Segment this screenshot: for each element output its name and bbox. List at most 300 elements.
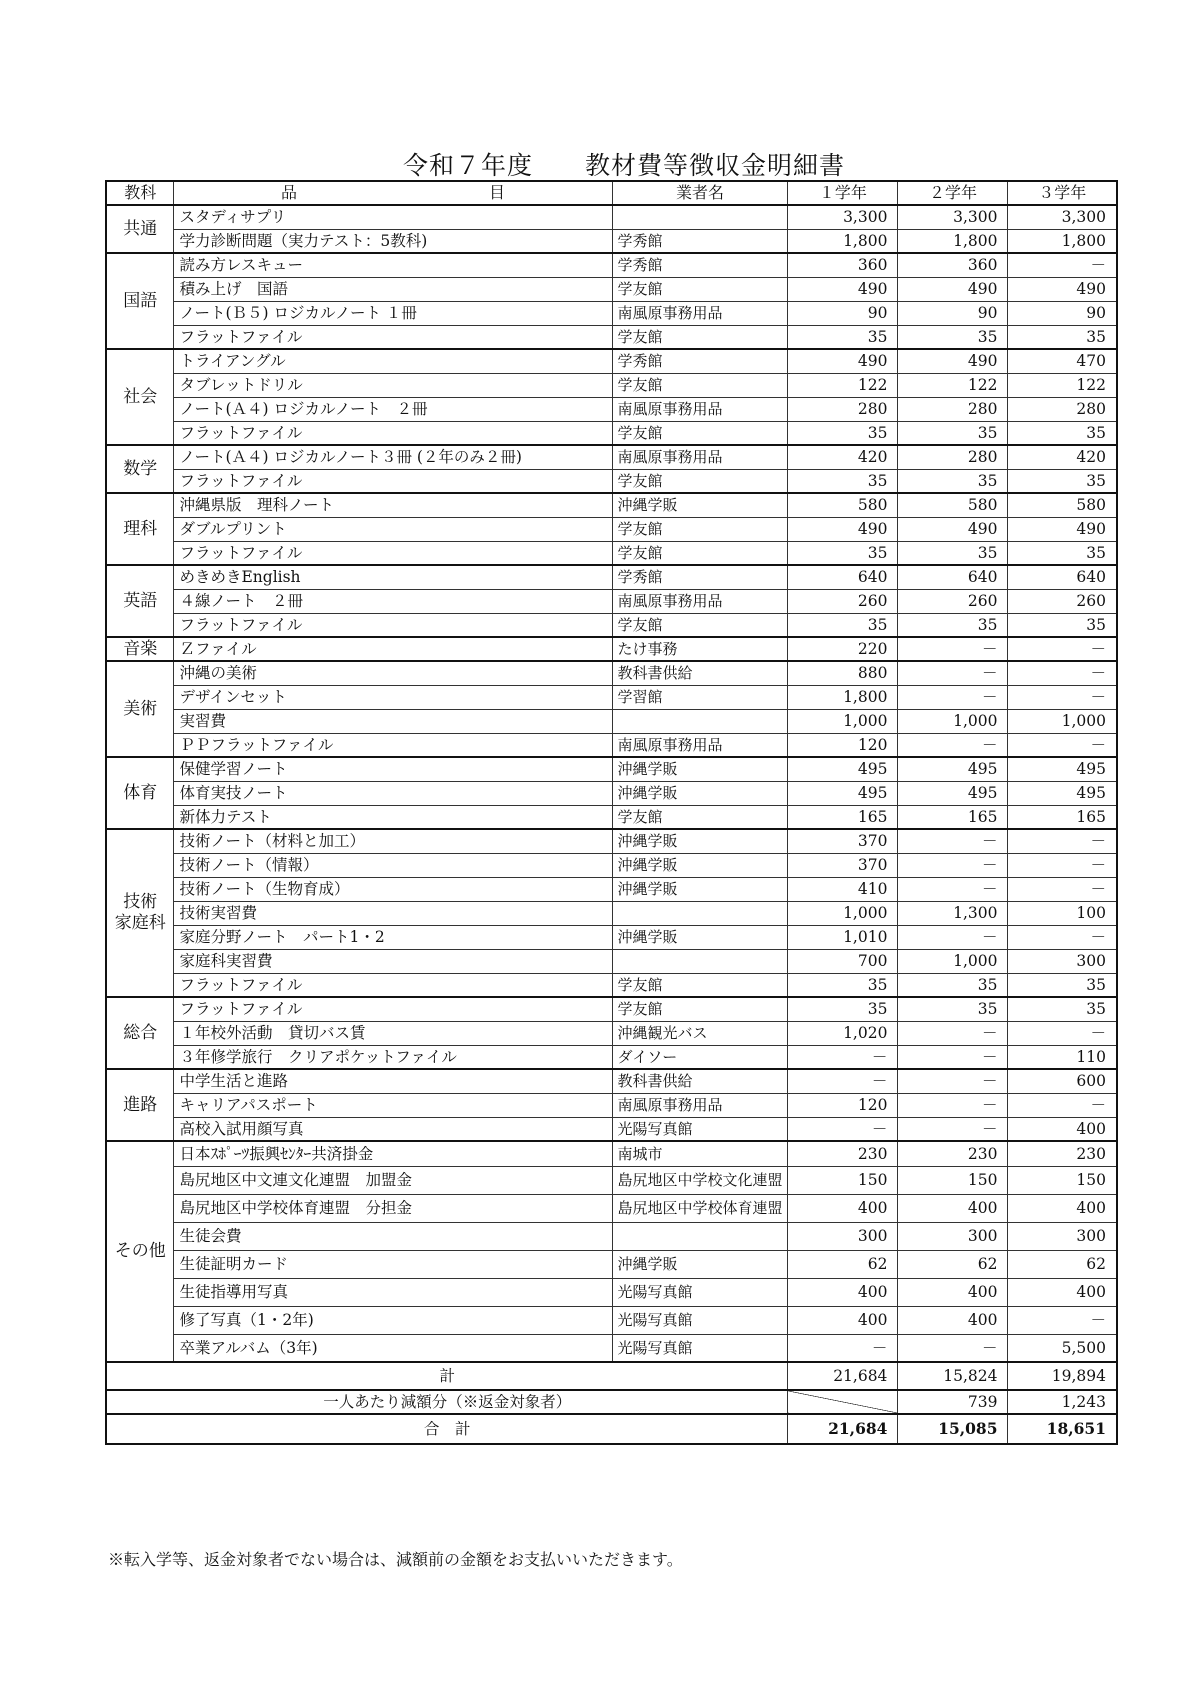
amount-cell: 260 bbox=[788, 589, 898, 613]
amount-cell: 400 bbox=[1008, 1194, 1117, 1222]
amount-cell: 495 bbox=[1008, 781, 1117, 805]
amount-cell: － bbox=[788, 1117, 898, 1141]
subject-cell: 総合 bbox=[106, 997, 174, 1069]
vendor-cell: 沖縄学販 bbox=[612, 853, 788, 877]
amount-cell: 260 bbox=[898, 589, 1008, 613]
subtotal-row bbox=[106, 1362, 1117, 1390]
item-name-cell: 沖縄県版 理科ノート bbox=[174, 493, 612, 517]
vendor-cell: 教科書供給 bbox=[612, 661, 788, 685]
item-name-cell: 高校入試用顔写真 bbox=[174, 1117, 612, 1141]
table-row bbox=[106, 325, 1117, 349]
amount-cell: 420 bbox=[788, 445, 898, 469]
amount-cell: － bbox=[1008, 853, 1117, 877]
amount-cell: 410 bbox=[788, 877, 898, 901]
amount-cell: 490 bbox=[788, 517, 898, 541]
table-row bbox=[106, 925, 1117, 949]
table-row bbox=[106, 901, 1117, 925]
table-row bbox=[106, 853, 1117, 877]
item-name-cell: 実習費 bbox=[174, 709, 612, 733]
document-title: 令和７年度 教材費等徴収金明細書 bbox=[402, 151, 845, 180]
amount-cell: 90 bbox=[1008, 301, 1117, 325]
amount-cell: 90 bbox=[898, 301, 1008, 325]
subtotal-row-value: 15,824 bbox=[898, 1362, 1008, 1390]
item-name-cell: 生徒指導用写真 bbox=[174, 1278, 612, 1306]
amount-cell: 600 bbox=[1008, 1069, 1117, 1093]
item-name-cell: フラットファイル bbox=[174, 613, 612, 637]
vendor-cell: 沖縄学販 bbox=[612, 925, 788, 949]
amount-cell: 1,010 bbox=[788, 925, 898, 949]
amount-cell: 165 bbox=[788, 805, 898, 829]
item-name-cell: トライアングル bbox=[174, 349, 612, 373]
amount-cell: 1,800 bbox=[1008, 229, 1117, 253]
amount-cell: 300 bbox=[1008, 1222, 1117, 1250]
amount-cell: 280 bbox=[788, 397, 898, 421]
amount-cell: 490 bbox=[1008, 517, 1117, 541]
header-cell: 業者名 bbox=[612, 181, 788, 205]
amount-cell: 35 bbox=[788, 997, 898, 1021]
amount-cell: 110 bbox=[1008, 1045, 1117, 1069]
item-name-cell: 読み方レスキュー bbox=[174, 253, 612, 277]
amount-cell: 1,300 bbox=[898, 901, 1008, 925]
amount-cell: 35 bbox=[898, 325, 1008, 349]
vendor-cell: 学秀館 bbox=[612, 253, 788, 277]
total-row-value: 15,085 bbox=[898, 1414, 1008, 1444]
amount-cell: 400 bbox=[788, 1306, 898, 1334]
subject-cell: 進路 bbox=[106, 1069, 174, 1141]
table-row bbox=[106, 661, 1117, 685]
amount-cell: 120 bbox=[788, 733, 898, 757]
vendor-cell: 学友館 bbox=[612, 373, 788, 397]
amount-cell: 230 bbox=[788, 1141, 898, 1166]
item-name-cell: フラットファイル bbox=[174, 973, 612, 997]
header-cell: ３学年 bbox=[1008, 181, 1117, 205]
amount-cell: － bbox=[898, 1069, 1008, 1093]
amount-cell: 1,000 bbox=[898, 709, 1008, 733]
amount-cell: 360 bbox=[788, 253, 898, 277]
subtotal-row-value: 21,684 bbox=[788, 1362, 898, 1390]
amount-cell: 5,500 bbox=[1008, 1334, 1117, 1362]
amount-cell: 35 bbox=[1008, 421, 1117, 445]
subject-cell: 美術 bbox=[106, 661, 174, 757]
reduction-row-value: 739 bbox=[898, 1390, 1008, 1414]
table-row bbox=[106, 229, 1117, 253]
table-row bbox=[106, 1278, 1117, 1306]
amount-cell: 640 bbox=[1008, 565, 1117, 589]
amount-cell: － bbox=[898, 1334, 1008, 1362]
amount-cell: 300 bbox=[1008, 949, 1117, 973]
amount-cell: － bbox=[1008, 1093, 1117, 1117]
vendor-cell: 学友館 bbox=[612, 541, 788, 565]
item-name-cell: 家庭分野ノート パート1・2 bbox=[174, 925, 612, 949]
amount-cell: － bbox=[1008, 1021, 1117, 1045]
amount-cell: 280 bbox=[898, 445, 1008, 469]
amount-cell: 35 bbox=[898, 469, 1008, 493]
table-row bbox=[106, 541, 1117, 565]
amount-cell: 400 bbox=[1008, 1117, 1117, 1141]
footnote: ※転入学等、返金対象者でない場合は、減額前の金額をお支払いいただきます。 bbox=[108, 1550, 683, 1569]
amount-cell: 35 bbox=[788, 613, 898, 637]
header-cell: ２学年 bbox=[898, 181, 1008, 205]
table-row bbox=[106, 589, 1117, 613]
item-name-cell: 日本ｽﾎﾟｰﾂ振興ｾﾝﾀｰ共済掛金 bbox=[174, 1141, 612, 1166]
vendor-cell bbox=[612, 1222, 788, 1250]
amount-cell: 35 bbox=[1008, 973, 1117, 997]
vendor-cell: 沖縄観光バス bbox=[612, 1021, 788, 1045]
amount-cell: 35 bbox=[898, 421, 1008, 445]
amount-cell: 495 bbox=[788, 757, 898, 781]
table-row bbox=[106, 1166, 1117, 1194]
amount-cell: 490 bbox=[788, 349, 898, 373]
amount-cell: 490 bbox=[898, 277, 1008, 301]
subtotal-row-label: 計 bbox=[106, 1362, 788, 1390]
vendor-cell: 学秀館 bbox=[612, 565, 788, 589]
subject-cell: 音楽 bbox=[106, 637, 174, 661]
vendor-cell: 学習館 bbox=[612, 685, 788, 709]
amount-cell: － bbox=[898, 685, 1008, 709]
subject-cell: 数学 bbox=[106, 445, 174, 493]
item-name-cell: 生徒会費 bbox=[174, 1222, 612, 1250]
amount-cell: 35 bbox=[898, 997, 1008, 1021]
amount-cell: 370 bbox=[788, 829, 898, 853]
table-row bbox=[106, 565, 1117, 589]
table-row bbox=[106, 1306, 1117, 1334]
item-name-cell: 沖縄の美術 bbox=[174, 661, 612, 685]
amount-cell: 370 bbox=[788, 853, 898, 877]
item-name-cell: 体育実技ノート bbox=[174, 781, 612, 805]
amount-cell: 1,800 bbox=[898, 229, 1008, 253]
item-name-cell: フラットファイル bbox=[174, 325, 612, 349]
table-row bbox=[106, 805, 1117, 829]
amount-cell: 120 bbox=[788, 1093, 898, 1117]
table-row bbox=[106, 397, 1117, 421]
amount-cell: 122 bbox=[788, 373, 898, 397]
table-row bbox=[106, 373, 1117, 397]
vendor-cell: 光陽写真館 bbox=[612, 1334, 788, 1362]
item-name-cell: １年校外活動 貸切バス賃 bbox=[174, 1021, 612, 1045]
amount-cell: 470 bbox=[1008, 349, 1117, 373]
amount-cell: － bbox=[1008, 877, 1117, 901]
amount-cell: 1,000 bbox=[788, 709, 898, 733]
subject-cell: 理科 bbox=[106, 493, 174, 565]
item-name-cell: 技術ノート（材料と加工） bbox=[174, 829, 612, 853]
table-row bbox=[106, 709, 1117, 733]
vendor-cell: 沖縄学販 bbox=[612, 493, 788, 517]
item-name-cell: 新体力テスト bbox=[174, 805, 612, 829]
amount-cell: 62 bbox=[1008, 1250, 1117, 1278]
vendor-cell: ダイソー bbox=[612, 1045, 788, 1069]
vendor-cell: 南風原事務用品 bbox=[612, 397, 788, 421]
amount-cell: 150 bbox=[898, 1166, 1008, 1194]
amount-cell: － bbox=[898, 1093, 1008, 1117]
item-name-cell: 修了写真（1・2年) bbox=[174, 1306, 612, 1334]
amount-cell: 490 bbox=[898, 517, 1008, 541]
amount-cell: 260 bbox=[1008, 589, 1117, 613]
amount-cell: － bbox=[898, 829, 1008, 853]
amount-cell: 220 bbox=[788, 637, 898, 661]
amount-cell: 35 bbox=[1008, 541, 1117, 565]
amount-cell: － bbox=[1008, 637, 1117, 661]
amount-cell: 580 bbox=[788, 493, 898, 517]
total-row bbox=[106, 1414, 1117, 1444]
amount-cell: 3,300 bbox=[898, 205, 1008, 229]
table-row bbox=[106, 349, 1117, 373]
amount-cell: 35 bbox=[788, 325, 898, 349]
item-name-cell: フラットファイル bbox=[174, 541, 612, 565]
subject-cell: 共通 bbox=[106, 205, 174, 253]
amount-cell: － bbox=[1008, 925, 1117, 949]
vendor-cell: 南風原事務用品 bbox=[612, 445, 788, 469]
amount-cell: 400 bbox=[788, 1194, 898, 1222]
header-cell: 教科 bbox=[106, 181, 174, 205]
amount-cell: － bbox=[788, 1069, 898, 1093]
amount-cell: 490 bbox=[898, 349, 1008, 373]
table-row bbox=[106, 829, 1117, 853]
amount-cell: 35 bbox=[898, 613, 1008, 637]
amount-cell: 490 bbox=[1008, 277, 1117, 301]
table-row bbox=[106, 445, 1117, 469]
amount-cell: 35 bbox=[788, 973, 898, 997]
amount-cell: － bbox=[898, 925, 1008, 949]
item-name-cell: 技術ノート（情報） bbox=[174, 853, 612, 877]
amount-cell: 35 bbox=[1008, 469, 1117, 493]
vendor-cell: たけ事務 bbox=[612, 637, 788, 661]
amount-cell: － bbox=[898, 1045, 1008, 1069]
amount-cell: 230 bbox=[1008, 1141, 1117, 1166]
amount-cell: 1,020 bbox=[788, 1021, 898, 1045]
table-row bbox=[106, 277, 1117, 301]
table-row bbox=[106, 1141, 1117, 1166]
amount-cell: 3,300 bbox=[788, 205, 898, 229]
amount-cell: 1,000 bbox=[898, 949, 1008, 973]
vendor-cell: 沖縄学販 bbox=[612, 1250, 788, 1278]
vendor-cell: 島尻地区中学校文化連盟 bbox=[612, 1166, 788, 1194]
amount-cell: － bbox=[898, 1021, 1008, 1045]
item-name-cell: タブレットドリル bbox=[174, 373, 612, 397]
vendor-cell bbox=[612, 205, 788, 229]
vendor-cell bbox=[612, 901, 788, 925]
vendor-cell: 南風原事務用品 bbox=[612, 589, 788, 613]
item-name-cell: デザインセット bbox=[174, 685, 612, 709]
vendor-cell: 学友館 bbox=[612, 613, 788, 637]
amount-cell: － bbox=[1008, 685, 1117, 709]
reduction-row-label: 一人あたり減額分（※返金対象者） bbox=[106, 1390, 788, 1414]
table-row bbox=[106, 757, 1117, 781]
table-row bbox=[106, 781, 1117, 805]
reduction-row bbox=[106, 1390, 1117, 1414]
item-name-cell: ノート(Ｂ５) ロジカルノート １冊 bbox=[174, 301, 612, 325]
amount-cell: 100 bbox=[1008, 901, 1117, 925]
header-cell: 品 目 bbox=[174, 181, 612, 205]
vendor-cell: 沖縄学販 bbox=[612, 877, 788, 901]
amount-cell: 700 bbox=[788, 949, 898, 973]
table-row bbox=[106, 1222, 1117, 1250]
amount-cell: － bbox=[788, 1045, 898, 1069]
table-row bbox=[106, 949, 1117, 973]
vendor-cell bbox=[612, 709, 788, 733]
amount-cell: 122 bbox=[1008, 373, 1117, 397]
table-row bbox=[106, 685, 1117, 709]
vendor-cell: 南風原事務用品 bbox=[612, 1093, 788, 1117]
total-row-value: 21,684 bbox=[788, 1414, 898, 1444]
item-name-cell: ３年修学旅行 クリアポケットファイル bbox=[174, 1045, 612, 1069]
table-row bbox=[106, 997, 1117, 1021]
item-name-cell: ノート(Ａ４) ロジカルノート３冊 (２年のみ２冊) bbox=[174, 445, 612, 469]
amount-cell: 35 bbox=[788, 541, 898, 565]
amount-cell: 400 bbox=[898, 1194, 1008, 1222]
amount-cell: 165 bbox=[898, 805, 1008, 829]
amount-cell: 3,300 bbox=[1008, 205, 1117, 229]
total-row-label: 合 計 bbox=[106, 1414, 788, 1444]
vendor-cell: 学友館 bbox=[612, 325, 788, 349]
table-row bbox=[106, 1021, 1117, 1045]
amount-cell: 1,800 bbox=[788, 685, 898, 709]
item-name-cell: 中学生活と進路 bbox=[174, 1069, 612, 1093]
amount-cell: 122 bbox=[898, 373, 1008, 397]
item-name-cell: 学力診断問題（実力テスト：5教科) bbox=[174, 229, 612, 253]
amount-cell: － bbox=[898, 877, 1008, 901]
vendor-cell bbox=[612, 949, 788, 973]
item-name-cell: Ｚファイル bbox=[174, 637, 612, 661]
table-row bbox=[106, 1334, 1117, 1362]
table-row bbox=[106, 421, 1117, 445]
amount-cell: － bbox=[1008, 1306, 1117, 1334]
table-row bbox=[106, 1069, 1117, 1093]
amount-cell: 880 bbox=[788, 661, 898, 685]
amount-cell: 580 bbox=[898, 493, 1008, 517]
amount-cell: － bbox=[898, 733, 1008, 757]
vendor-cell: 光陽写真館 bbox=[612, 1117, 788, 1141]
subject-cell: その他 bbox=[106, 1141, 174, 1362]
vendor-cell: 島尻地区中学校体育連盟 bbox=[612, 1194, 788, 1222]
item-name-cell: フラットファイル bbox=[174, 997, 612, 1021]
amount-cell: 150 bbox=[788, 1166, 898, 1194]
vendor-cell: 学秀館 bbox=[612, 229, 788, 253]
item-name-cell: 島尻地区中文連文化連盟 加盟金 bbox=[174, 1166, 612, 1194]
amount-cell: 1,000 bbox=[788, 901, 898, 925]
item-name-cell: フラットファイル bbox=[174, 421, 612, 445]
amount-cell: 35 bbox=[788, 469, 898, 493]
amount-cell: 495 bbox=[898, 781, 1008, 805]
amount-cell: 360 bbox=[898, 253, 1008, 277]
vendor-cell: 学友館 bbox=[612, 517, 788, 541]
item-name-cell: 島尻地区中学校体育連盟 分担金 bbox=[174, 1194, 612, 1222]
item-name-cell: ４線ノート ２冊 bbox=[174, 589, 612, 613]
amount-cell: 230 bbox=[898, 1141, 1008, 1166]
item-name-cell: フラットファイル bbox=[174, 469, 612, 493]
amount-cell: － bbox=[1008, 829, 1117, 853]
item-name-cell: スタディサプリ bbox=[174, 205, 612, 229]
amount-cell: － bbox=[1008, 253, 1117, 277]
vendor-cell: 沖縄学販 bbox=[612, 757, 788, 781]
amount-cell: － bbox=[1008, 661, 1117, 685]
amount-cell: 35 bbox=[788, 421, 898, 445]
vendor-cell: 光陽写真館 bbox=[612, 1278, 788, 1306]
reduction-row-value: 1,243 bbox=[1008, 1390, 1117, 1414]
amount-cell: － bbox=[898, 661, 1008, 685]
subtotal-row-value: 19,894 bbox=[1008, 1362, 1117, 1390]
amount-cell: 495 bbox=[898, 757, 1008, 781]
vendor-cell: 沖縄学販 bbox=[612, 829, 788, 853]
item-name-cell: めきめきEnglish bbox=[174, 565, 612, 589]
amount-cell: 90 bbox=[788, 301, 898, 325]
amount-cell: － bbox=[898, 1117, 1008, 1141]
amount-cell: 280 bbox=[1008, 397, 1117, 421]
table-row bbox=[106, 301, 1117, 325]
amount-cell: 420 bbox=[1008, 445, 1117, 469]
amount-cell: 35 bbox=[1008, 325, 1117, 349]
item-name-cell: 保健学習ノート bbox=[174, 757, 612, 781]
amount-cell: 62 bbox=[898, 1250, 1008, 1278]
table-row bbox=[106, 253, 1117, 277]
table-row bbox=[106, 877, 1117, 901]
subject-cell: 英語 bbox=[106, 565, 174, 637]
amount-cell: 490 bbox=[788, 277, 898, 301]
subject-cell: 技術 家庭科 bbox=[106, 829, 174, 997]
header-row bbox=[106, 181, 1117, 205]
vendor-cell: 学秀館 bbox=[612, 349, 788, 373]
item-name-cell: ＰＰフラットファイル bbox=[174, 733, 612, 757]
fee-table bbox=[105, 180, 1118, 1445]
amount-cell: 640 bbox=[898, 565, 1008, 589]
vendor-cell: 南城市 bbox=[612, 1141, 788, 1166]
amount-cell: 300 bbox=[788, 1222, 898, 1250]
table-row bbox=[106, 1250, 1117, 1278]
total-row-value: 18,651 bbox=[1008, 1414, 1117, 1444]
item-name-cell: 卒業アルバム（3年) bbox=[174, 1334, 612, 1362]
item-name-cell: 家庭科実習費 bbox=[174, 949, 612, 973]
vendor-cell: 学友館 bbox=[612, 997, 788, 1021]
amount-cell: 495 bbox=[788, 781, 898, 805]
amount-cell: 580 bbox=[1008, 493, 1117, 517]
table-row bbox=[106, 1117, 1117, 1141]
amount-cell: 640 bbox=[788, 565, 898, 589]
item-name-cell: ノート(Ａ４) ロジカルノート ２冊 bbox=[174, 397, 612, 421]
item-name-cell: 技術ノート（生物育成） bbox=[174, 877, 612, 901]
amount-cell: 400 bbox=[898, 1306, 1008, 1334]
amount-cell: 400 bbox=[1008, 1278, 1117, 1306]
table-row bbox=[106, 469, 1117, 493]
amount-cell: － bbox=[788, 1334, 898, 1362]
table-row bbox=[106, 205, 1117, 229]
amount-cell: 495 bbox=[1008, 757, 1117, 781]
vendor-cell: 沖縄学販 bbox=[612, 781, 788, 805]
vendor-cell: 光陽写真館 bbox=[612, 1306, 788, 1334]
amount-cell: 280 bbox=[898, 397, 1008, 421]
table-row bbox=[106, 493, 1117, 517]
amount-cell: 35 bbox=[898, 973, 1008, 997]
table-row bbox=[106, 1194, 1117, 1222]
table-row bbox=[106, 973, 1117, 997]
amount-cell: － bbox=[898, 637, 1008, 661]
table-row bbox=[106, 613, 1117, 637]
subject-cell: 国語 bbox=[106, 253, 174, 349]
amount-cell: － bbox=[1008, 733, 1117, 757]
item-name-cell: キャリアパスポート bbox=[174, 1093, 612, 1117]
vendor-cell: 学友館 bbox=[612, 805, 788, 829]
vendor-cell: 学友館 bbox=[612, 973, 788, 997]
amount-cell: 35 bbox=[1008, 613, 1117, 637]
amount-cell: 150 bbox=[1008, 1166, 1117, 1194]
vendor-cell: 南風原事務用品 bbox=[612, 733, 788, 757]
item-name-cell: ダブルプリント bbox=[174, 517, 612, 541]
amount-cell: 165 bbox=[1008, 805, 1117, 829]
amount-cell: 62 bbox=[788, 1250, 898, 1278]
table-row bbox=[106, 637, 1117, 661]
table-row bbox=[106, 1093, 1117, 1117]
vendor-cell: 教科書供給 bbox=[612, 1069, 788, 1093]
item-name-cell: 生徒証明カード bbox=[174, 1250, 612, 1278]
amount-cell: 1,000 bbox=[1008, 709, 1117, 733]
